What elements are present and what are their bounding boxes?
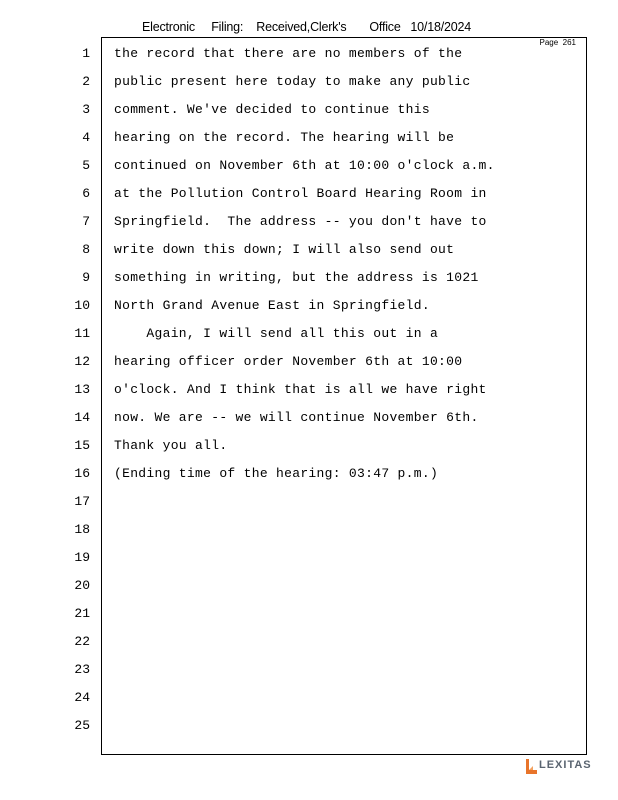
lexitas-logo-text: LEXITAS (539, 758, 592, 771)
line-number-column (60, 40, 90, 740)
transcript-line: comment. We've decided to continue this (114, 102, 430, 117)
line-number: 1 (82, 46, 90, 61)
line-number: 18 (74, 522, 90, 537)
line-number: 21 (74, 606, 90, 621)
line-number: 19 (74, 550, 90, 565)
line-number: 15 (74, 438, 90, 453)
line-number: 22 (74, 634, 90, 649)
transcript-line: Again, I will send all this out in a (114, 326, 439, 341)
transcript-line: Springfield. The address -- you don't have to (114, 214, 487, 229)
transcript-line (114, 488, 584, 516)
transcript-line (114, 600, 584, 628)
transcript-line: o'clock. And I think that is all we have right (114, 382, 487, 397)
transcript-line: public present here today to make any public (114, 74, 471, 89)
line-number: 9 (82, 270, 90, 285)
line-number: 5 (82, 158, 90, 173)
transcript-line (114, 712, 584, 740)
line-number: 6 (82, 186, 90, 201)
line-number: 20 (74, 578, 90, 593)
line-number: 7 (82, 214, 90, 229)
transcript-line: Thank you all. (114, 438, 228, 453)
transcript-line (114, 628, 584, 656)
line-number: 24 (74, 690, 90, 705)
transcript-text-column (114, 40, 584, 740)
transcript-line: at the Pollution Control Board Hearing Room in (114, 186, 487, 201)
transcript-line (114, 656, 584, 684)
line-number: 25 (74, 718, 90, 733)
line-number: 23 (74, 662, 90, 677)
transcript-line: write down this down; I will also send out (114, 242, 455, 257)
transcript-line (114, 684, 584, 712)
transcript-line: now. We are -- we will continue November 6th. (114, 410, 479, 425)
line-number: 17 (74, 494, 90, 509)
transcript-line: hearing on the record. The hearing will be (114, 130, 455, 145)
lexitas-logo-icon (524, 757, 538, 775)
line-number: 3 (82, 102, 90, 117)
transcript-line: continued on November 6th at 10:00 o'clock a.m. (114, 158, 495, 173)
efiling-header: Electronic Filing: Received,Clerk's Office 10/18/2024 (142, 20, 471, 34)
transcript-line: (Ending time of the hearing: 03:47 p.m.) (114, 466, 439, 481)
transcript-line: something in writing, but the address is 1021 (114, 270, 479, 285)
line-number: 8 (82, 242, 90, 257)
line-number: 16 (74, 466, 90, 481)
transcript-line: the record that there are no members of the (114, 46, 463, 61)
line-number: 4 (82, 130, 90, 145)
line-number: 11 (74, 326, 90, 341)
line-number: 2 (82, 74, 90, 89)
line-number: 14 (74, 410, 90, 425)
line-number: 13 (74, 382, 90, 397)
transcript-line (114, 544, 584, 572)
transcript-line: North Grand Avenue East in Springfield. (114, 298, 430, 313)
line-number: 12 (74, 354, 90, 369)
transcript-line (114, 516, 584, 544)
lexitas-logo (524, 757, 592, 775)
transcript-line (114, 572, 584, 600)
transcript-line: hearing officer order November 6th at 10:00 (114, 354, 463, 369)
line-number: 10 (74, 298, 90, 313)
page-number: Page 261 (539, 38, 576, 47)
